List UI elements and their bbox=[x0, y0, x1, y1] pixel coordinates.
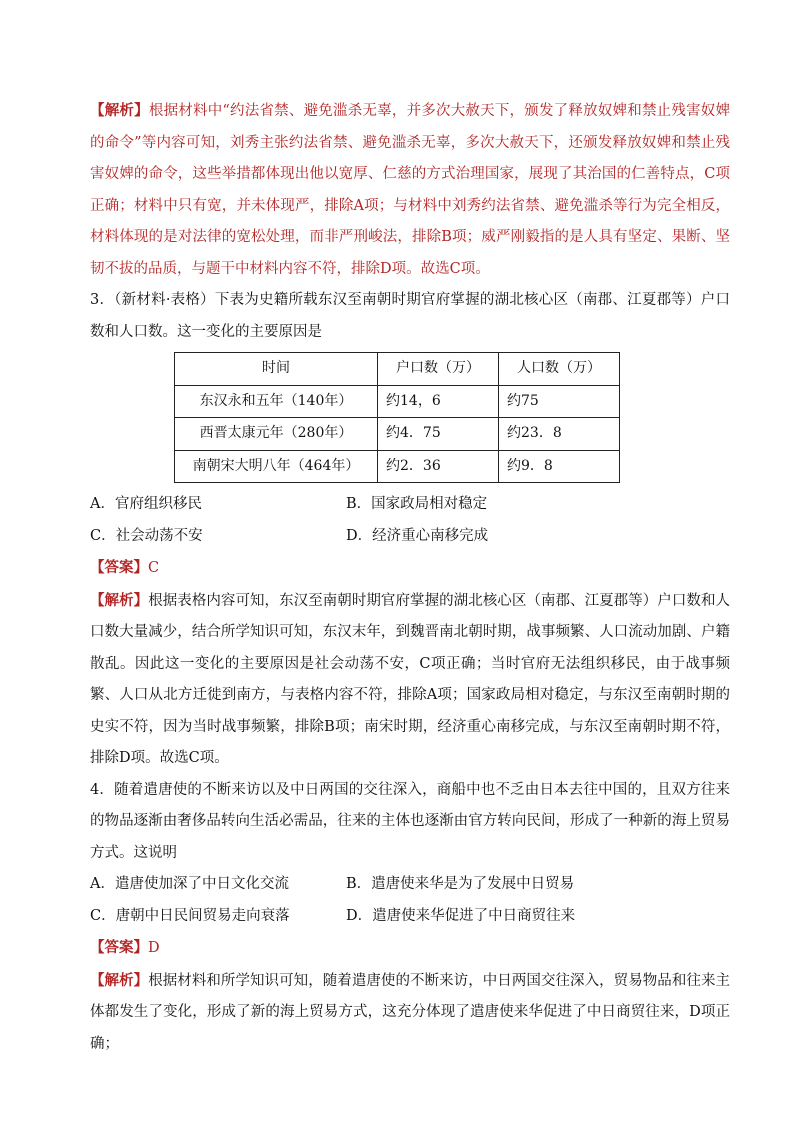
analysis-text: 根据材料中“约法省禁、避免滥杀无辜，并多次大赦天下，颁发了释放奴婢和禁止残害奴婢的命令”等内容可知，刘秀主张约法省禁、避免滥杀无辜，多次大赦天下，还颁发释放奴婢和禁止残害奴婢的命令，这些举措都体现出他以宽厚、仁慈的方式治理国家，展现了其治国的仁善特点，C项正确；材料中只有宽，并未体现严，排除A项；与材料中刘秀约法省禁、避免滥杀等行为完全相反，材料体现的是对法律的宽松处理，而非严刑峻法，排除B项；威严刚毅指的是人具有坚定、果断、坚韧不拔的品质，与题干中材料内容不符，排除D项。故选C项。 bbox=[90, 103, 731, 277]
question-3-stem: 3．（新材料·表格）下表为史籍所载东汉至南朝时期官府掌握的湖北核心区（南郡、江夏郡等）户口数和人口数。这一变化的主要原因是 bbox=[90, 292, 730, 340]
analysis-text: 根据表格内容可知，东汉至南朝时期官府掌握的湖北核心区（南郡、江夏郡等）户口数和人口数大量减少，结合所学知识可知，东汉末年，到魏晋南北朝时期，战事频繁、人口流动加剧、户籍散乱。因此这一变化的主要原因是社会动荡不安，C项正确；当时官府无法组织移民，由于战事频繁、人口从北方迁徙到南方，与表格内容不符，排除A项；国家政局相对稳定，与东汉至南朝时期的史实不符，因为当时战事频繁，排除B项；南宋时期，经济重心南移完成，与东汉至南朝时期不符，排除D项。故选C项。 bbox=[90, 592, 730, 766]
table-header-row bbox=[175, 353, 620, 386]
table-cell: 东汉永和五年（140年） bbox=[175, 385, 378, 418]
q2-analysis bbox=[90, 95, 730, 285]
option-b: B．遣唐使来华是为了发展中日贸易 bbox=[346, 876, 575, 892]
answer-tag: 【答案】 bbox=[90, 939, 148, 956]
question-4-stem: 4．随着遣唐使的不断来访以及中日两国的交往深入，商船中也不乏由日本去往中国的，且双方往来的物品逐渐由奢侈品转向生活必需品，往来的主体也逐渐由官方转向民间，形成了一种新的海上贸易方式。这说明 bbox=[90, 781, 730, 861]
analysis-tag: 【解析】 bbox=[90, 102, 149, 119]
question-3-answer bbox=[90, 552, 730, 585]
table-cell: 约75 bbox=[499, 385, 620, 418]
question-3-options bbox=[90, 489, 730, 552]
option-a: A．遣唐使加深了中日文化交流 bbox=[90, 876, 289, 892]
document-page bbox=[90, 95, 730, 1060]
question-4-analysis bbox=[90, 965, 730, 1061]
table-cell: 约4．75 bbox=[378, 418, 499, 451]
table-cell: 约2．36 bbox=[378, 450, 499, 483]
option-c: C．社会动荡不安 bbox=[90, 527, 203, 544]
answer-tag: 【答案】 bbox=[90, 559, 148, 576]
table-cell: 约9．8 bbox=[499, 450, 620, 483]
table-cell: 南朝宋大明八年（464年） bbox=[175, 450, 378, 483]
option-d: D．经济重心南移完成 bbox=[346, 527, 489, 544]
table-row bbox=[175, 385, 620, 418]
analysis-text: 根据材料和所学知识可知，随着遣唐使的不断来访，中日两国交往深入，贸易物品和往来主体都发生了变化，形成了新的海上贸易方式，这充分体现了遣唐使来华促进了中日商贸往来，D项正确； bbox=[90, 972, 730, 1052]
option-d: D．遣唐使来华促进了中日商贸往来 bbox=[346, 907, 576, 924]
question-4-answer bbox=[90, 932, 730, 965]
table-header: 户口数（万） bbox=[378, 353, 499, 386]
question-4-options bbox=[90, 869, 730, 932]
table-cell: 约23．8 bbox=[499, 418, 620, 451]
option-a: A．官府组织移民 bbox=[90, 496, 202, 512]
table-header: 人口数（万） bbox=[499, 353, 620, 386]
population-table bbox=[174, 352, 620, 483]
question-3-analysis bbox=[90, 585, 730, 775]
table-header: 时间 bbox=[175, 353, 378, 386]
table-row bbox=[175, 418, 620, 451]
analysis-tag: 【解析】 bbox=[90, 971, 149, 989]
table-cell: 西晋太康元年（280年） bbox=[175, 418, 378, 451]
table-row bbox=[175, 450, 620, 483]
answer-value: C bbox=[148, 560, 160, 576]
answer-value: D bbox=[148, 940, 160, 956]
option-b: B．国家政局相对稳定 bbox=[346, 496, 488, 512]
table-cell: 约14，6 bbox=[378, 385, 499, 418]
option-c: C．唐朝中日民间贸易走向衰落 bbox=[90, 907, 290, 924]
analysis-tag: 【解析】 bbox=[90, 591, 149, 609]
